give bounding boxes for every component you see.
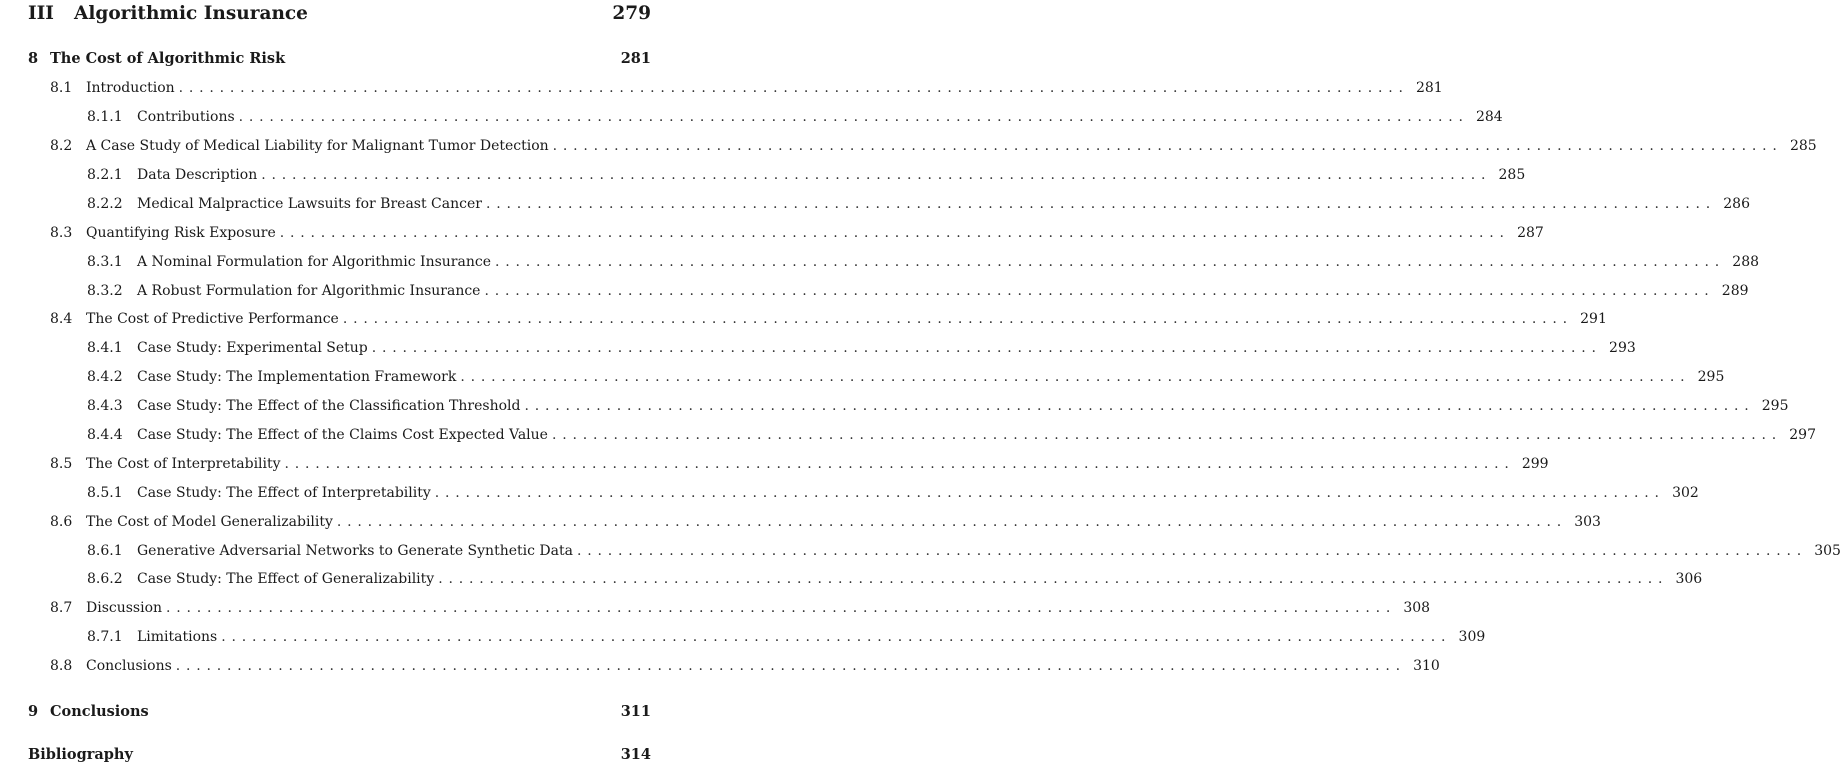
dot-leader: ........................................................................................................................	[221, 629, 1452, 645]
entry-page: 291	[1580, 311, 1607, 327]
entry-number: 8.3	[50, 225, 73, 241]
entry-page: 295	[1761, 398, 1789, 414]
entry-page: 295	[1697, 369, 1725, 385]
bibliography-title: Bibliography	[28, 746, 133, 763]
entry-number: 8.2.2	[87, 196, 123, 212]
entry-page: 303	[1574, 514, 1601, 530]
entry-page: 305	[1814, 543, 1841, 559]
entry-title: Case Study: The Effect of Interpretability	[137, 485, 431, 501]
entry-page: 299	[1521, 456, 1549, 472]
chapter-title: The Cost of Algorithmic Risk	[50, 50, 286, 67]
entry-number: 8.4.2	[87, 369, 123, 385]
chapter-number: 9	[28, 703, 39, 720]
entry-title: Contributions	[137, 109, 235, 125]
entry-number: 8.8	[50, 658, 73, 674]
toc-entry[interactable]	[50, 658, 1440, 674]
entry-page: 286	[1723, 196, 1750, 212]
dot-leader: ........................................................................................................................	[485, 196, 1716, 212]
entry-number: 8.3.2	[87, 283, 123, 299]
entry-number: 8.6.1	[87, 543, 123, 559]
dot-leader: ........................................................................................................................	[484, 283, 1715, 299]
entry-number: 8.1.1	[87, 109, 123, 125]
entry-title: The Cost of Interpretability	[86, 456, 281, 472]
entry-number: 8.5.1	[87, 485, 123, 501]
entry-number: 8.4.1	[87, 340, 123, 356]
bibliography-heading[interactable]	[28, 746, 651, 763]
dot-leader: ........................................................................................................................	[551, 427, 1782, 443]
dot-leader: ........................................................................................................................	[178, 80, 1409, 96]
toc-entry[interactable]	[87, 629, 1486, 645]
dot-leader: ........................................................................................................................	[336, 514, 1567, 530]
toc-entry[interactable]	[50, 80, 1443, 96]
part-number: III	[28, 3, 54, 24]
dot-leader: ........................................................................................................................	[524, 398, 1755, 414]
entry-title: Introduction	[86, 80, 175, 96]
entry-page: 308	[1403, 600, 1431, 616]
dot-leader: ........................................................................................................................	[434, 485, 1665, 501]
toc-entry[interactable]	[87, 571, 1703, 587]
entry-page: 289	[1721, 283, 1749, 299]
toc-entry[interactable]	[87, 196, 1750, 212]
entry-title: Quantifying Risk Exposure	[86, 225, 276, 241]
dot-leader: ........................................................................................................................	[576, 543, 1807, 559]
entry-title: Medical Malpractice Lawsuits for Breast Cancer	[137, 196, 482, 212]
dot-leader: ........................................................................................................................	[342, 311, 1573, 327]
toc-entry[interactable]	[50, 600, 1431, 616]
entry-title: The Cost of Predictive Performance	[86, 311, 339, 327]
toc-entry[interactable]	[50, 514, 1601, 530]
entry-number: 8.2	[50, 138, 73, 154]
toc-entry[interactable]	[87, 369, 1725, 385]
entry-page: 293	[1609, 340, 1636, 356]
entry-title: Case Study: The Effect of the Claims Cost Expected Value	[137, 427, 548, 443]
chapter-8-heading[interactable]	[28, 50, 651, 67]
entry-number: 8.6.2	[87, 571, 123, 587]
dot-leader: ........................................................................................................................	[438, 571, 1669, 587]
entry-title: A Robust Formulation for Algorithmic Insurance	[137, 283, 481, 299]
entry-page: 285	[1789, 138, 1817, 154]
entry-title: Generative Adversarial Networks to Generate Synthetic Data	[137, 543, 573, 559]
entry-number: 8.2.1	[87, 167, 123, 183]
entry-title: Case Study: The Implementation Framework	[137, 369, 457, 385]
toc-entry[interactable]	[87, 427, 1816, 443]
chapter-page: 281	[620, 50, 651, 67]
entry-number: 8.7.1	[87, 629, 123, 645]
entry-page: 285	[1498, 167, 1526, 183]
entry-title: Case Study: The Effect of the Classification Threshold	[137, 398, 521, 414]
dot-leader: ........................................................................................................................	[175, 658, 1406, 674]
toc-entry[interactable]	[50, 311, 1607, 327]
entry-page: 297	[1789, 427, 1816, 443]
entry-number: 8.4.3	[87, 398, 123, 414]
entry-number: 8.6	[50, 514, 73, 530]
chapter-number: 8	[28, 50, 39, 67]
toc-entry[interactable]	[50, 225, 1544, 241]
entry-title: The Cost of Model Generalizability	[86, 514, 333, 530]
entry-title: Case Study: The Effect of Generalizability	[137, 571, 435, 587]
toc-entry[interactable]	[50, 138, 1817, 154]
entry-title: A Nominal Formulation for Algorithmic Insurance	[137, 254, 491, 270]
dot-leader: ........................................................................................................................	[371, 340, 1602, 356]
toc-entry[interactable]	[87, 543, 1841, 559]
chapter-9-heading[interactable]	[28, 703, 651, 720]
entry-title: Case Study: Experimental Setup	[137, 340, 368, 356]
toc-entry[interactable]	[87, 283, 1749, 299]
dot-leader: ........................................................................................................................	[552, 138, 1783, 154]
dot-leader: ........................................................................................................................	[166, 600, 1397, 616]
toc-entry[interactable]	[87, 254, 1760, 270]
entry-title: Discussion	[86, 600, 163, 616]
entry-page: 288	[1732, 254, 1760, 270]
entry-page: 287	[1517, 225, 1544, 241]
entry-title: Data Description	[137, 167, 258, 183]
dot-leader: ........................................................................................................................	[495, 254, 1726, 270]
toc-entry[interactable]	[87, 398, 1789, 414]
toc-entry[interactable]	[50, 456, 1549, 472]
toc-entry[interactable]	[87, 167, 1526, 183]
part-heading[interactable]	[28, 3, 651, 29]
dot-leader: ........................................................................................................................	[460, 369, 1691, 385]
bibliography-page: 314	[620, 746, 651, 763]
entry-number: 8.1	[50, 80, 73, 96]
part-title: Algorithmic Insurance	[74, 3, 308, 24]
entry-page: 310	[1413, 658, 1440, 674]
dot-leader: ........................................................................................................................	[279, 225, 1510, 241]
entry-page: 302	[1672, 485, 1699, 501]
part-page: 279	[612, 3, 651, 24]
entry-title: Limitations	[137, 629, 218, 645]
entry-number: 8.4.4	[87, 427, 123, 443]
entry-number: 8.4	[50, 311, 73, 327]
chapter-title: Conclusions	[50, 703, 149, 720]
toc-entry[interactable]	[87, 340, 1636, 356]
entry-number: 8.7	[50, 600, 73, 616]
dot-leader: ........................................................................................................................	[284, 456, 1515, 472]
dot-leader: ........................................................................................................................	[238, 109, 1469, 125]
toc-entry[interactable]	[87, 109, 1503, 125]
entry-page: 284	[1475, 109, 1503, 125]
entry-number: 8.3.1	[87, 254, 123, 270]
entry-page: 309	[1458, 629, 1486, 645]
entry-title: Conclusions	[86, 658, 172, 674]
entry-title: A Case Study of Medical Liability for Malignant Tumor Detection	[86, 138, 549, 154]
entry-number: 8.5	[50, 456, 73, 472]
dot-leader: ........................................................................................................................	[261, 167, 1492, 183]
entry-page: 281	[1415, 80, 1443, 96]
toc-entry[interactable]	[87, 485, 1699, 501]
entry-page: 306	[1675, 571, 1703, 587]
chapter-page: 311	[620, 703, 651, 720]
